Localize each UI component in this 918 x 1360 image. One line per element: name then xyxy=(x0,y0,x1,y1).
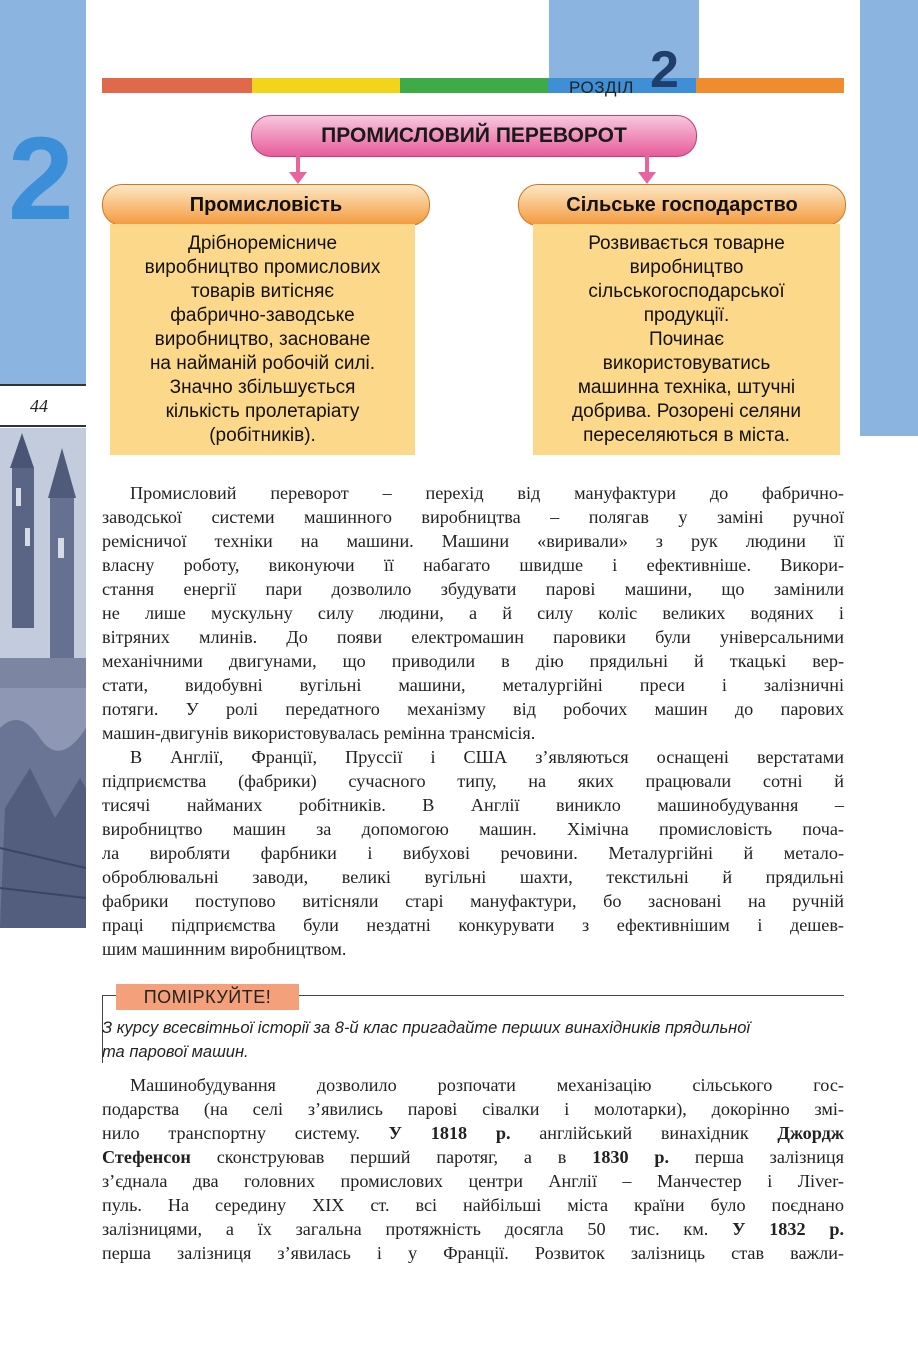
desc-line: Розвивається товарне xyxy=(588,233,785,254)
desc-line: Дрібноремісниче xyxy=(187,233,338,254)
desc-line: сільськогосподарської xyxy=(588,281,785,302)
paragraph-railways xyxy=(102,1073,844,1265)
text-line: з’єднала два головних промислових центри Англії – Манчестер і Ліver- xyxy=(102,1171,844,1191)
text-line: не лише мускульну силу людини, а й силу коліс великих водяних і xyxy=(102,603,844,623)
name-highlight: Стефенсон xyxy=(102,1147,191,1167)
desc-line: використовуватись xyxy=(602,353,771,374)
category-agriculture: Сільське господарство xyxy=(518,184,846,226)
arrow-left-stem xyxy=(296,155,300,173)
section-label: РОЗДІЛ xyxy=(569,78,634,97)
arrow-down-icon xyxy=(638,172,656,184)
side-band-right xyxy=(860,0,918,436)
text-line: власну роботу, виконуючи її набагато швидше і ефективніше. Викори- xyxy=(102,555,844,575)
desc-line: Починає xyxy=(648,329,725,350)
text-line: В Англії, Франції, Пруссії і США з’являються оснащені верстатами xyxy=(130,747,844,767)
diagram-title: ПРОМИСЛОВИЙ ПЕРЕВОРОТ xyxy=(251,115,697,157)
engraving-illustration xyxy=(0,428,86,928)
date-highlight: У 1818 р. xyxy=(388,1123,511,1143)
text-line: Промисловий переворот – перехід від мануфактури до фабрично- xyxy=(130,483,844,503)
arrow-right-stem xyxy=(645,155,649,173)
desc-line: виробництво xyxy=(629,257,744,278)
page-number-rule-top xyxy=(0,384,86,386)
think-line: З курсу всесвітньої історії за 8-й клас пригадайте перших винахідників прядильної xyxy=(102,1019,751,1037)
text-line: Машинобудування дозволило розпочати механізацію сільського гос- xyxy=(130,1075,844,1095)
text-line: потяги. У ролі передатного механізму від робочих машин до парових xyxy=(102,699,844,719)
desc-line: переселяються в міста. xyxy=(583,425,790,446)
stripe-segment-orange xyxy=(696,78,844,93)
desc-line: продукції. xyxy=(643,305,730,326)
text-line: праці підприємства були нездатні конкурувати з ефективнішим і дешев- xyxy=(102,915,844,935)
industry-description xyxy=(110,224,415,455)
text-line: ла виробляти фарбники і вибухові речовини. Металургійні й метало- xyxy=(102,843,844,863)
paragraph-factories xyxy=(102,745,844,961)
section-number: 2 xyxy=(650,41,679,99)
text-line: фабрики поступово витісняли старі мануфактури, бо засновані на ручній xyxy=(102,891,844,911)
text-line xyxy=(102,1217,844,1241)
text-line: перша залізниця з’явилась і у Франції. Розвиток залізниць став важли- xyxy=(102,1243,844,1263)
page-number: 44 xyxy=(30,396,48,416)
desc-line: на найманій робочій силі. xyxy=(149,353,376,374)
text-line: підприємства (фабрики) сучасного типу, на яких працювали сотні й xyxy=(102,771,844,791)
text-line: оброблювальні заводи, великі вугільні шахти, текстильні й прядильні xyxy=(102,867,844,887)
arrow-down-icon xyxy=(289,172,307,184)
text-line: стати, видобувні вугільні машини, металургійні преси і залізничні xyxy=(102,675,844,695)
text-line: шим машинним виробництвом. xyxy=(102,939,347,959)
desc-line: товарів витісняє xyxy=(190,281,335,302)
engraving-image xyxy=(0,428,86,928)
stripe-segment-yellow xyxy=(252,78,400,93)
text-line: подарства (на селі з’явились парові сівалки і молотарки), докорінно змі- xyxy=(102,1099,844,1119)
think-question xyxy=(102,1016,844,1064)
text-line xyxy=(102,1121,844,1145)
text-line: машин-двигунів використовувалась ремінна трансмісія. xyxy=(102,723,536,743)
agriculture-description xyxy=(533,224,840,455)
desc-line: машинна техніка, штучні xyxy=(577,377,796,398)
desc-line: добрива. Розорені селяни xyxy=(571,401,802,422)
think-label: ПОМІРКУЙТЕ! xyxy=(116,984,299,1010)
text-fragment: сконструював перший паротяг, а в xyxy=(190,1147,593,1167)
text-line: пуль. На середину XIX ст. всі найбільші міста країни було поєднано xyxy=(102,1195,844,1215)
text-fragment: нило транспортну систему. xyxy=(102,1123,389,1143)
text-fragment: залізницями, а їх загальна протяжність досягла 50 тис. км. xyxy=(102,1219,733,1239)
text-line: виробництво машин за допомогою машин. Хімічна промисловість поча- xyxy=(102,819,844,839)
text-fragment: англійський винахідник xyxy=(510,1123,778,1143)
date-highlight: 1830 р. xyxy=(592,1147,670,1167)
text-line: вітряних млинів. До появи електромашин паровики були універсальними xyxy=(102,627,844,647)
desc-line: фабрично-заводське xyxy=(170,305,355,326)
desc-line: Значно збільшується xyxy=(169,377,356,398)
text-line: заводської системи машинного виробництва – полягав у заміні ручної xyxy=(102,507,844,527)
desc-line: виробництво, засноване xyxy=(154,329,371,350)
stripe-segment-green xyxy=(400,78,548,93)
desc-line: кількість пролетаріату xyxy=(165,401,360,422)
think-line: та парової машин. xyxy=(102,1043,249,1061)
date-highlight: У 1832 р. xyxy=(732,1219,844,1239)
text-line: стання енергії пари дозволило збудувати парові машини, що замінили xyxy=(102,579,844,599)
stripe-segment-red xyxy=(102,78,252,93)
name-highlight: Джордж xyxy=(777,1123,844,1143)
text-line: механічними двигунами, що приводили в дію прядильні й ткацькі вер- xyxy=(102,651,844,671)
desc-line: виробництво промислових xyxy=(144,257,381,278)
text-line xyxy=(102,1145,844,1169)
text-line: ремісничої техніки на машини. Машини «виривали» з рук людини її xyxy=(102,531,844,551)
category-industry: Промисловість xyxy=(102,184,430,226)
color-stripe xyxy=(102,78,844,93)
desc-line: (робітників). xyxy=(209,425,316,446)
page-number-rule-bottom xyxy=(0,425,86,427)
text-line: тисячі найманих робітників. В Англії виникло машинобудування – xyxy=(102,795,844,815)
paragraph-industrial-revolution xyxy=(102,481,844,745)
text-fragment: перша залізниця xyxy=(669,1147,844,1167)
chapter-number-large: 2 xyxy=(8,113,74,245)
